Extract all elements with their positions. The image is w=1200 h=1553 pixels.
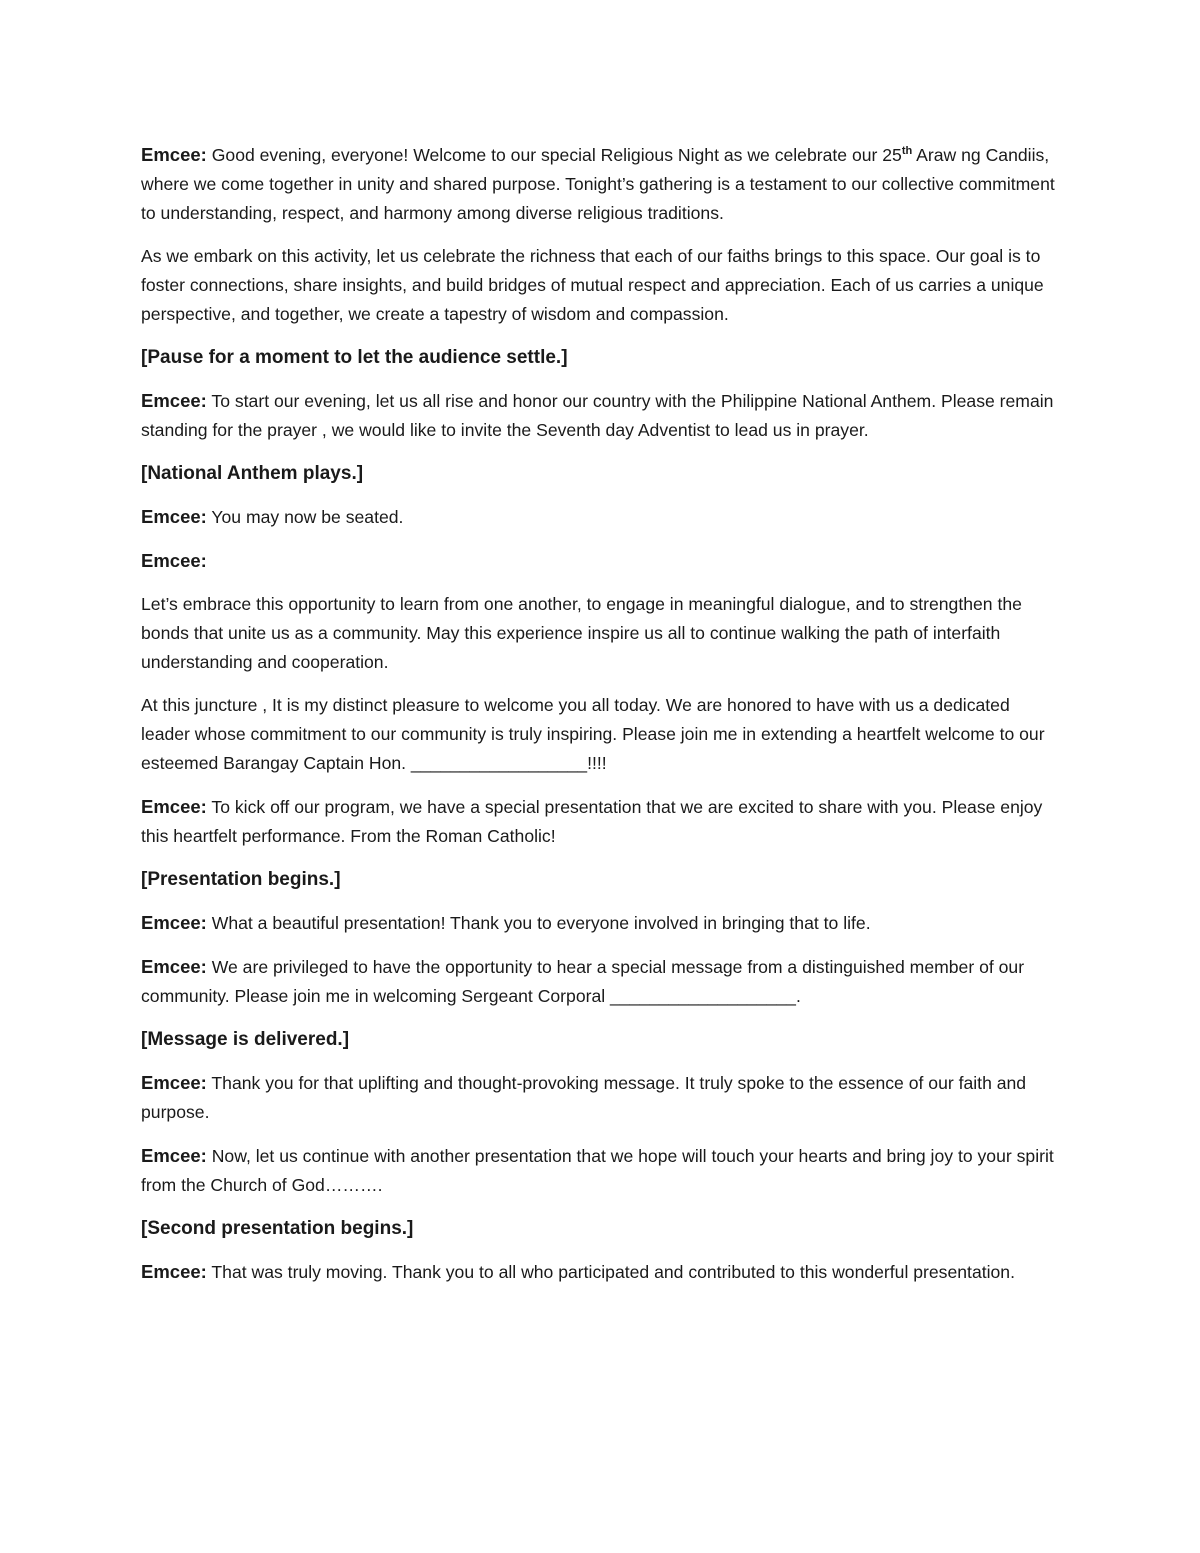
paragraph-text: Araw ng Candiis, where we come together in unity and shared purpose. Tonight’s gathering is a testament to our collective commitment to understanding, respect, and harmony among diverse religious traditions.: [141, 145, 1055, 223]
speaker-label: Emcee:: [141, 144, 207, 165]
paragraph-text: Good evening, everyone! Welcome to our special Religious Night as we celebrate our 25: [211, 145, 902, 165]
stage-direction: [Message is delivered.]: [141, 1029, 350, 1050]
paragraph-special-message: [141, 952, 1056, 1011]
paragraph-text: We are privileged to have the opportunity to hear a special message from a distinguished member of our community. Please join me in welcoming Sergeant Corporal ___________________.: [141, 957, 1025, 1006]
paragraph-thanks-message: [141, 1068, 1056, 1127]
paragraph-thanks-presentation: [141, 908, 1056, 938]
paragraph-emcee-only: [141, 546, 1056, 576]
paragraph-text: Now, let us continue with another presentation that we hope will touch your hearts and bring joy to your spirit from the Church of God……….: [141, 1146, 1054, 1195]
paragraph-kickoff: [141, 792, 1056, 851]
stage-direction: [Second presentation begins.]: [141, 1218, 414, 1239]
paragraph-welcome: [141, 140, 1056, 228]
speaker-label: Emcee:: [141, 1261, 207, 1282]
speaker-label: Emcee:: [141, 1145, 207, 1166]
speaker-label: Emcee:: [141, 506, 207, 527]
paragraph-seated: [141, 502, 1056, 532]
stage-direction: [National Anthem plays.]: [141, 463, 364, 484]
speaker-label: Emcee:: [141, 550, 207, 571]
paragraph-text: Thank you for that uplifting and thought-provoking message. It truly spoke to the essence of our faith and purpose.: [141, 1073, 1027, 1122]
document-page: [141, 140, 1056, 1301]
superscript: th: [901, 145, 913, 158]
paragraph-embrace: Let’s embrace this opportunity to learn from one another, to engage in meaningful dialogue, and to strengthen the bonds that unite us as a community. May this experience inspire us all to continue walking the path of interfaith understanding and cooperation.: [141, 594, 1022, 672]
paragraph-text: To kick off our program, we have a special presentation that we are excited to share with you. Please enjoy this heartfelt performance. From the Roman Catholic!: [141, 797, 1043, 846]
paragraph-text: What a beautiful presentation! Thank you to everyone involved in bringing that to life.: [211, 913, 871, 933]
paragraph-text: You may now be seated.: [211, 507, 404, 527]
speaker-label: Emcee:: [141, 956, 207, 977]
speaker-label: Emcee:: [141, 390, 207, 411]
speaker-label: Emcee:: [141, 912, 207, 933]
paragraph-purpose: As we embark on this activity, let us celebrate the richness that each of our faiths brings to this space. Our goal is to foster connections, share insights, and build bridges of mutual respect and appreciation. Each of us carries a unique perspective, and together, we create a tapestry of wisdom and compassion.: [141, 246, 1044, 324]
paragraph-anthem: [141, 386, 1056, 445]
paragraph-next-presentation: [141, 1141, 1056, 1200]
paragraph-text: That was truly moving. Thank you to all who participated and contributed to this wonderful presentation.: [211, 1262, 1015, 1282]
paragraph-text: To start our evening, let us all rise and honor our country with the Philippine National Anthem. Please remain standing for the prayer , we would like to invite the Seventh day Adventist to lead us in prayer.: [141, 391, 1054, 440]
paragraph-captain-welcome: At this juncture , It is my distinct pleasure to welcome you all today. We are honored to have with us a dedicated leader whose commitment to our community is truly inspiring. Please join me in extending a heartfelt welcome to our esteemed Barangay Captain Hon. __________________!!!!: [141, 695, 1045, 773]
paragraph-closing-thanks: [141, 1257, 1056, 1287]
speaker-label: Emcee:: [141, 1072, 207, 1093]
speaker-label: Emcee:: [141, 796, 207, 817]
stage-direction: [Presentation begins.]: [141, 869, 341, 890]
stage-direction: [Pause for a moment to let the audience settle.]: [141, 347, 568, 368]
